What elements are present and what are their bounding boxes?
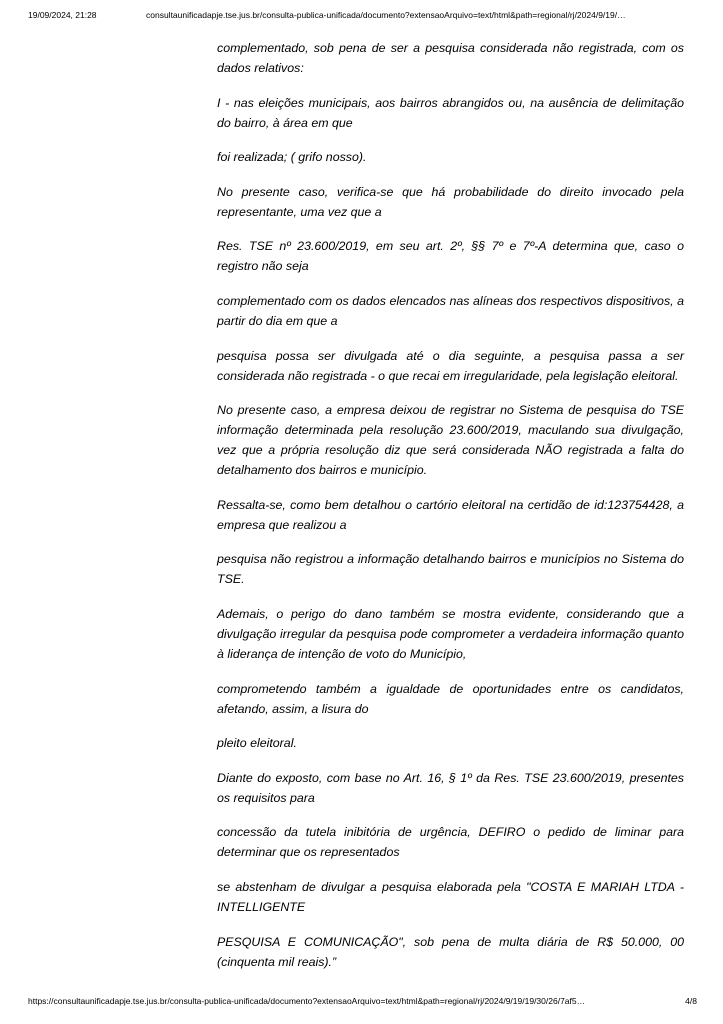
paragraph: I - nas eleições municipais, aos bairros abrangidos ou, na ausência de delimitação do bairro, à área em que — [217, 95, 684, 130]
paragraph: complementado com os dados elencados nas alíneas dos respectivos dispositivos, a partir do dia em que a — [217, 293, 684, 328]
print-header-url: consultaunificadapje.tse.jus.br/consulta-publica-unificada/documento?extensaoArquivo=text/html&path=regional/rj/2024/9/19/… — [146, 10, 626, 20]
paragraph: pesquisa não registrou a informação detalhando bairros e municípios no Sistema do TSE. — [217, 552, 684, 587]
paragraph: No presente caso, a empresa deixou de registrar no Sistema de pesquisa do TSE informação determinada pela resolução 23.600/2019, maculando sua divulgação, vez que a própria resolução diz que será considerada NÃO registrada a falta do detalhamento dos bairros e município. — [217, 403, 684, 478]
paragraph: Res. TSE nº 23.600/2019, em seu art. 2º, §§ 7º e 7º-A determina que, caso o registro não seja — [217, 239, 684, 274]
document-body — [217, 38, 684, 986]
paragraph: comprometendo também a igualdade de oportunidades entre os candidatos, afetando, assim, a lisura do — [217, 681, 684, 716]
print-footer-url: https://consultaunificadapje.tse.jus.br/consulta-publica-unificada/documento?extensaoArquivo=text/html&path=regional/rj/2024/9/19/19/30/26/7af5… — [28, 996, 586, 1006]
paragraph: No presente caso, verifica-se que há probabilidade do direito invocado pela representante, uma vez que a — [217, 184, 684, 219]
paragraph: concessão da tutela inibitória de urgência, DEFIRO o pedido de liminar para determinar que os representados — [217, 825, 684, 860]
paragraph: Ademais, o perigo do dano também se mostra evidente, considerando que a divulgação irregular da pesquisa pode comprometer a verdadeira informação quanto à liderança de intenção de voto do Município, — [217, 606, 684, 661]
paragraph: foi realizada; ( grifo nosso). — [217, 150, 367, 165]
paragraph: pesquisa possa ser divulgada até o dia seguinte, a pesquisa passa a ser considerada não registrada - o que recai em irregularidade, pela legislação eleitoral. — [217, 348, 684, 383]
paragraph: se abstenham de divulgar a pesquisa elaborada pela "COSTA E MARIAH LTDA - INTELLIGENTE — [217, 879, 684, 914]
paragraph: Ressalta-se, como bem detalhou o cartório eleitoral na certidão de id:123754428, a empresa que realizou a — [217, 497, 684, 532]
paragraph: PESQUISA E COMUNICAÇÃO", sob pena de multa diária de R$ 50.000, 00 (cinquenta mil reais).” — [217, 934, 684, 969]
paragraph: pleito eleitoral. — [217, 736, 297, 751]
paragraph: Diante do exposto, com base no Art. 16, § 1º da Res. TSE 23.600/2019, presentes os requisitos para — [217, 770, 684, 805]
paragraph: complementado, sob pena de ser a pesquisa considerada não registrada, com os dados relativos: — [217, 41, 684, 75]
page-number: 4/8 — [685, 996, 697, 1006]
print-datetime: 19/09/2024, 21:28 — [28, 10, 97, 20]
